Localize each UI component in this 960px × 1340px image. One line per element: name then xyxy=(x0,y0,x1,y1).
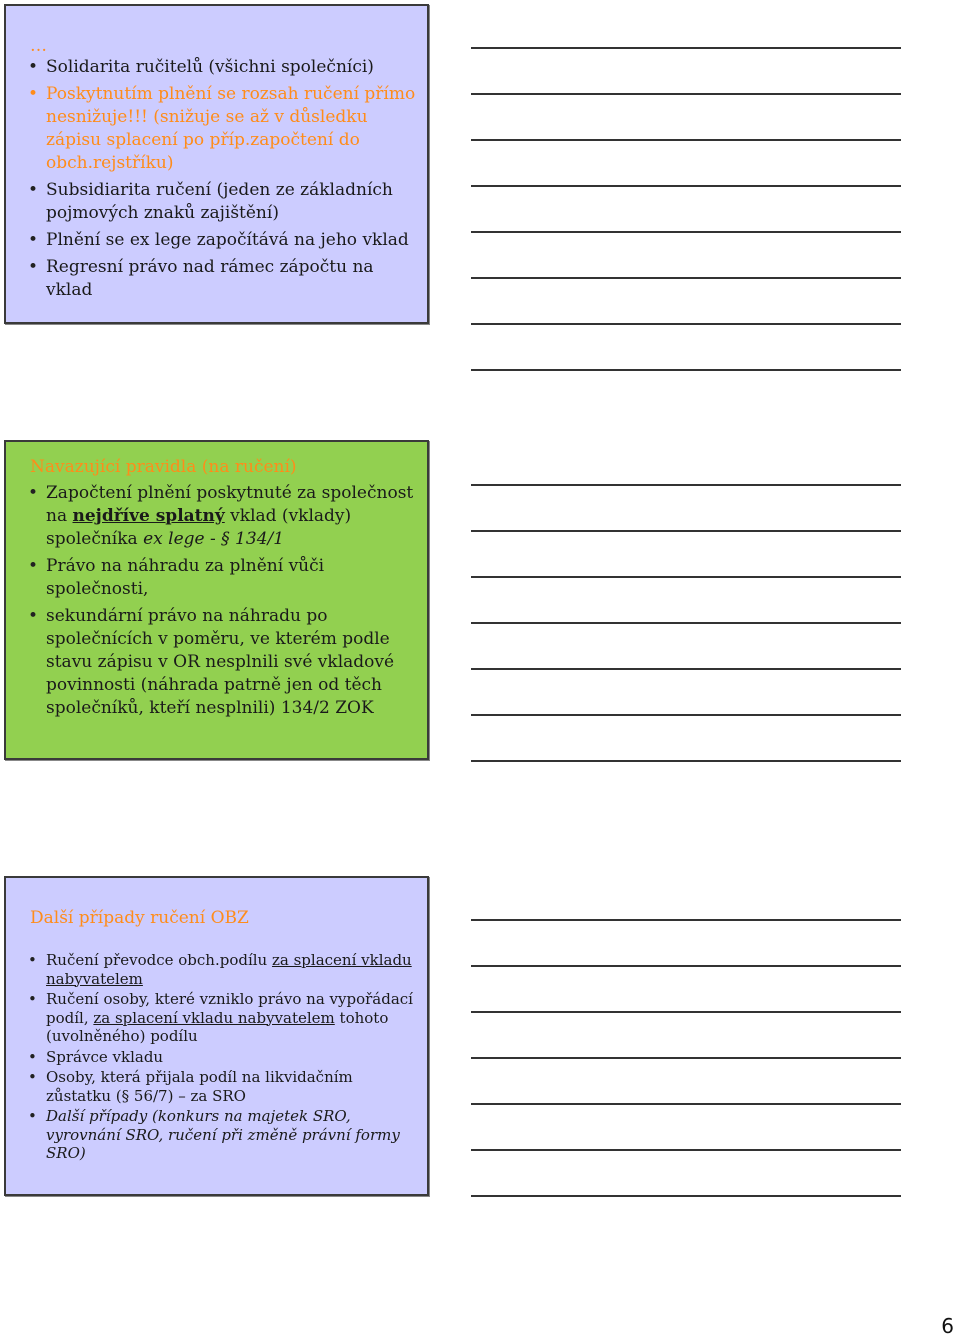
slide-3 xyxy=(4,876,429,1196)
list-item: • Právo na náhradu za plnění vůči společnosti, xyxy=(26,555,419,601)
list-item: • Osoby, která přijala podíl na likvidačním zůstatku (§ 56/7) – za SRO xyxy=(26,1068,419,1105)
slide-1-title: … xyxy=(30,36,47,56)
notes-lines-1 xyxy=(471,47,901,415)
list-item: • sekundární právo na náhradu po společnících v poměru, ve kterém podle stavu zápisu v OR nesplnili své vkladové povinnosti (náhrada patrně jen od těch společníků, kteří nesplnili) 134/2 ZOK xyxy=(26,605,419,720)
list-item: • Regresní právo nad rámec zápočtu na vklad xyxy=(26,256,419,302)
page-number: 6 xyxy=(941,1314,954,1338)
slide-2 xyxy=(4,440,429,760)
slide-2-title: Navazující pravidla (na ručení) xyxy=(30,457,297,477)
list-item: • Poskytnutím plnění se rozsah ručení přímo nesnižuje!!! (snižuje se až v důsledku zápisu splacení po příp.započtení do obch.rejstříku) xyxy=(26,83,419,175)
notes-lines-2 xyxy=(471,484,901,806)
slide-1-bullets xyxy=(26,56,419,306)
slide-1 xyxy=(4,4,429,324)
notes-lines-3 xyxy=(471,919,901,1241)
list-item: • Započtení plnění poskytnuté za společnost na nejdříve splatný vklad (vklady) společníka ex lege - § 134/1 xyxy=(26,482,419,551)
slide-3-bullets xyxy=(26,951,419,1165)
list-item: • Ručení osoby, které vzniklo právo na vypořádací podíl, za splacení vkladu nabyvatelem tohoto (uvolněného) podílu xyxy=(26,990,419,1046)
slide-2-bullets xyxy=(26,482,419,724)
list-item: • Solidarita ručitelů (všichni společníci) xyxy=(26,56,419,79)
slide-3-title: Další případy ručení OBZ xyxy=(30,908,249,928)
list-item: • Další případy (konkurs na majetek SRO, vyrovnání SRO, ručení při změně právní formy SRO) xyxy=(26,1107,419,1163)
list-item: • Správce vkladu xyxy=(26,1048,419,1067)
list-item: • Subsidiarita ručení (jeden ze základních pojmových znaků zajištění) xyxy=(26,179,419,225)
list-item: • Ručení převodce obch.podílu za splacení vkladu nabyvatelem xyxy=(26,951,419,988)
list-item: • Plnění se ex lege započítává na jeho vklad xyxy=(26,229,419,252)
